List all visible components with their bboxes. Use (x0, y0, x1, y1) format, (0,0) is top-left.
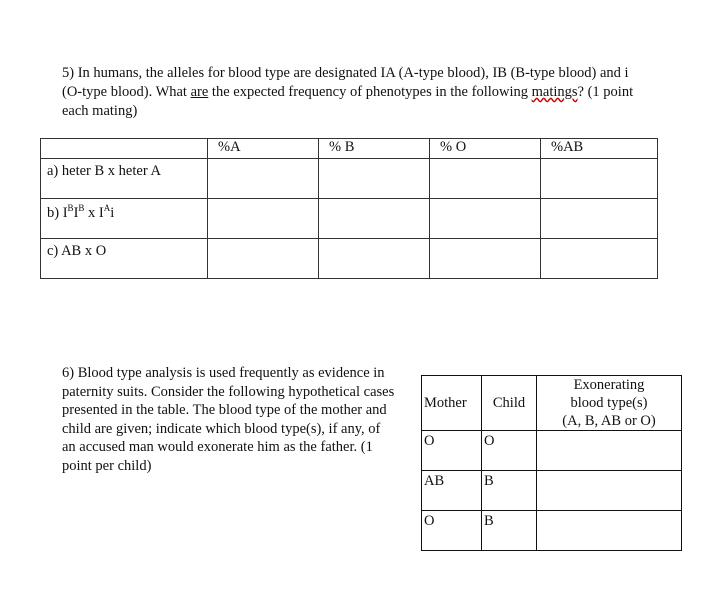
paternity-table-header (422, 376, 682, 431)
phenotype-table (40, 138, 658, 279)
table-row (41, 239, 658, 279)
mother-type: O (422, 431, 482, 471)
paternity-table (421, 375, 682, 551)
question-6: 6) Blood type analysis is used frequently as evidence in paternity suits. Consider the following hypothetical cases presented in the table. The blood type of the mother and child are given; indicate which blood type(s), if any, of an accused man would exonerate him as the father. (1 point per child) (62, 365, 395, 474)
superscript: A (103, 203, 111, 213)
q5-matings: matings (531, 84, 578, 100)
q5-are: are (190, 84, 209, 100)
row-label-part: I (73, 204, 79, 221)
mother-type: AB (422, 471, 482, 511)
child-type: B (482, 471, 537, 511)
header-mother: Mother (422, 376, 482, 431)
header-ex-line-1: Exonerating (573, 377, 645, 393)
answer-cell[interactable] (537, 431, 682, 471)
header-pct-o: % O (430, 139, 541, 159)
header-exonerating (537, 376, 682, 431)
q5-line-2c: ? (1 point (577, 84, 634, 100)
child-type: O (482, 431, 537, 471)
answer-cell[interactable] (430, 239, 541, 279)
superscript: B (78, 203, 85, 213)
header-pct-a: %A (208, 139, 319, 159)
row-label (41, 199, 208, 239)
answer-cell[interactable] (319, 199, 430, 239)
answer-cell[interactable] (537, 511, 682, 551)
superscript: B (67, 203, 74, 213)
header-pct-ab: %AB (541, 139, 658, 159)
answer-cell[interactable] (537, 471, 682, 511)
row-label: c) AB x O (41, 239, 208, 279)
answer-cell[interactable] (430, 199, 541, 239)
q5-line-2b: the expected frequency of phenotypes in the following (208, 84, 532, 100)
table-row (41, 159, 658, 199)
answer-cell[interactable] (208, 239, 319, 279)
table-row (422, 431, 682, 471)
header-child: Child (482, 376, 537, 431)
table-row (422, 471, 682, 511)
row-label-part: i (110, 204, 115, 221)
table-row (422, 511, 682, 551)
mother-type: O (422, 511, 482, 551)
header-blank (41, 139, 208, 159)
header-ex-line-2: blood type(s) (570, 395, 648, 411)
q5-line-1: 5) In humans, the alleles for blood type are designated IA (A-type blood), IB (B-type blood) and i (62, 65, 629, 81)
answer-cell[interactable] (319, 159, 430, 199)
q5-line-2 (62, 83, 712, 102)
answer-cell[interactable] (541, 159, 658, 199)
table-row (41, 199, 658, 239)
row-label-part: x I (84, 204, 104, 221)
answer-cell[interactable] (319, 239, 430, 279)
answer-cell[interactable] (541, 239, 658, 279)
answer-cell[interactable] (430, 159, 541, 199)
answer-cell[interactable] (541, 199, 658, 239)
child-type: B (482, 511, 537, 551)
answer-cell[interactable] (208, 159, 319, 199)
q5-line-2a: (O-type blood). What (62, 84, 191, 100)
header-pct-b: % B (319, 139, 430, 159)
row-label-part: b) I (47, 204, 68, 221)
header-ex-line-3: (A, B, AB or O) (562, 413, 656, 429)
answer-cell[interactable] (208, 199, 319, 239)
phenotype-table-header (41, 139, 658, 159)
q5-line-3: each mating) (62, 103, 138, 119)
question-5 (62, 64, 712, 121)
row-label: a) heter B x heter A (41, 159, 208, 199)
